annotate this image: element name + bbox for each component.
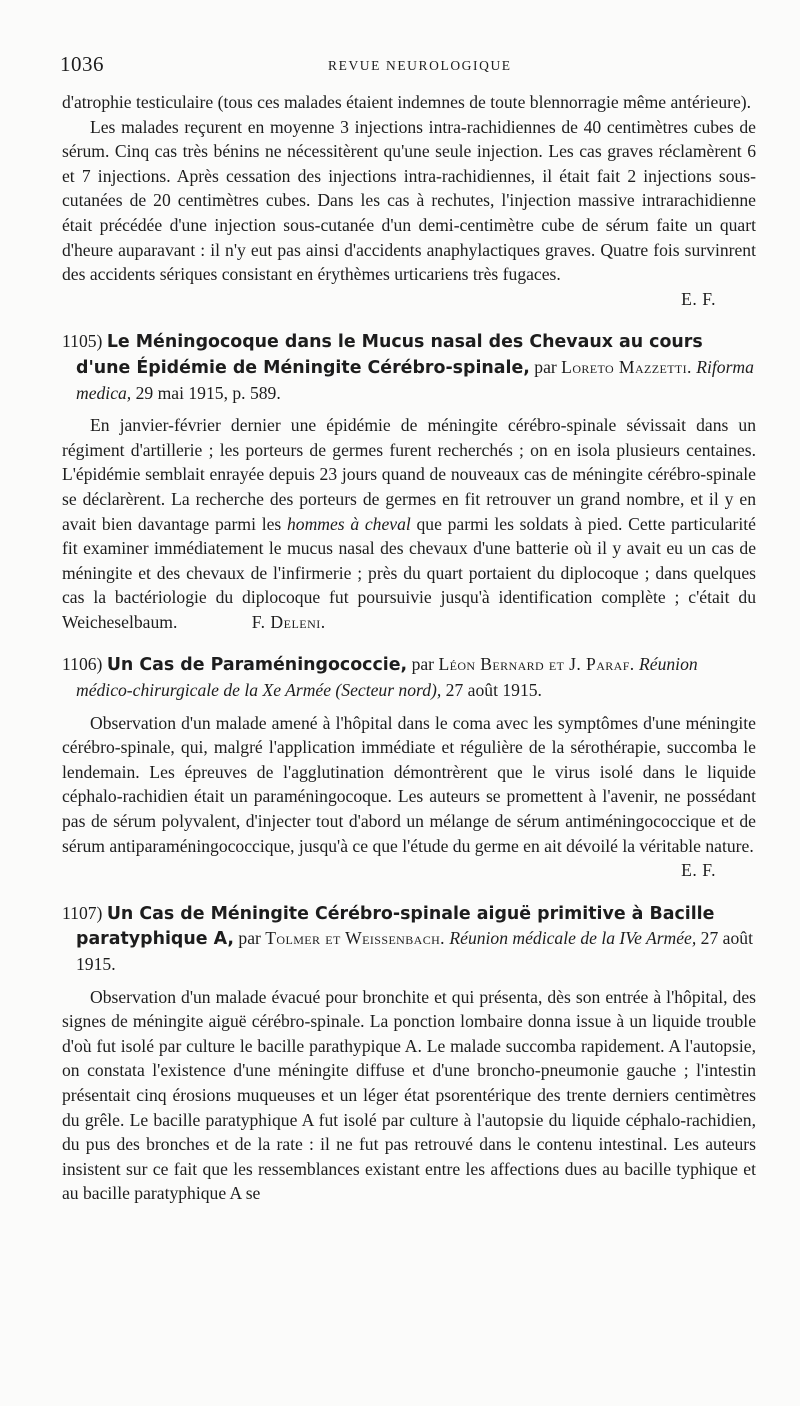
abstract-emphasis: hommes à cheval (286, 513, 411, 534)
article-abstract (62, 985, 756, 1206)
article-source-date: 27 août 1915. (441, 680, 542, 701)
article-signature (62, 858, 756, 883)
article-number: 1107) (62, 902, 103, 923)
page-number: 1036 (60, 52, 104, 76)
intro-paragraph-2: Les malades reçurent en moyenne 3 injections intra-rachidiennes de 40 centimètres cubes de sérum. Cinq cas très bénins ne nécessitèrent qu'une seule injection. Les cas graves réclamèrent 6 et 7 injections. Après cessation des injections intra-rachidiennes, il était fait 2 injections sous-cutanées de 20 centimètres cubes. Dans les cas à rechutes, l'injection massive intrarachidienne était précédée d'une injection sous-cutanée d'un demi-centimètre cube de sérum faite un quart d'heure auparavant : il n'y eut pas ainsi d'accidents anaphylactiques graves. Quatre fois survinrent des accidents sériques consistant en érythèmes urticariens très fugaces. (62, 116, 756, 285)
article-authors: Tolmer et Weissenbach. (265, 928, 445, 949)
par-word: par (407, 654, 439, 675)
article-source: Réunion médicale de la IVe Armée, (449, 928, 697, 949)
article-number: 1105) (62, 331, 103, 352)
article-title: Un Cas de Paraméningococcie, (106, 655, 408, 676)
running-head: REVUE NEUROLOGIQUE (328, 58, 512, 73)
article-source: Riforma medica, (76, 356, 754, 403)
abstract-text: Observation d'un malade amené à l'hôpital dans le coma avec les symptômes d'une méningite cérébro-spinale, qui, malgré l'application immédiate et régulière de la sérothérapie, succomba le lendemain. Les épreuves de l'agglutination démontrèrent que le virus isolé dans le liquide céphalo-rachidien était un paraméningocoque. Les auteurs se promettent à l'avenir, ne possédant pas de sérum polyvalent, d'injecter tout d'abord un mélange de sérum antiméningococcique et de sérum antiparaméningococcique, jusqu'à ce que l'étude du germe en ait dévoilé la véritable nature. (62, 712, 756, 856)
page-body (62, 90, 756, 1206)
article-heading (62, 652, 756, 702)
article-title: Le Méningocoque dans le Mucus nasal des Chevaux au cours d'une Épidémie de Méningite Cérébro-spinale, (76, 332, 703, 378)
abstract-text: En janvier-février dernier une épidémie de méningite cérébro-spinale sévissait dans un régiment d'artillerie ; les porteurs de germes furent recherchés ; on en isola plusieurs centaines. L'épidémie semblait enrayée depuis 23 jours quand de nouveaux cas de méningite cérébro-spinale se déclarèrent. La recherche des porteurs de germes en fit retrouver un grand nombre, et il y en avait bien davantage parmi les (62, 415, 756, 534)
article-source: Réunion médico-chirurgicale de la Xe Armée (Secteur nord), (76, 654, 698, 701)
article-source-date: 29 mai 1915, p. 589. (131, 382, 281, 403)
intro-paragraph-1: d'atrophie testiculaire (tous ces malades étaient indemnes de toute blennorragie même antérieure). (62, 92, 752, 112)
signature: F. Deleni. (251, 611, 326, 632)
par-word: par (529, 356, 562, 377)
article-heading (62, 901, 756, 977)
signature: E. F. (681, 860, 716, 881)
article-source-date: 27 août 1915. (76, 928, 753, 974)
article-authors: Léon Bernard et J. Paraf. (438, 654, 635, 675)
article-title: Un Cas de Méningite Cérébro-spinale aiguë primitive à Bacille paratyphique A, (76, 903, 715, 950)
intro-signature (62, 287, 756, 312)
abstract-text: Observation d'un malade évacué pour bronchite et qui présenta, dès son entrée à l'hôpital, des signes de méningite aiguë cérébro-spinale. La ponction lombaire donna issue à un liquide trouble d'où fut isolé par culture le bacille parathypique A. Le malade succomba rapidement. A l'autopsie, on constata l'existence d'une méningite diffuse et d'une broncho-pneumonie gauche ; l'intestin présentait cinq érosions muqueuses et un léger état psorentérique des trente derniers centimètres du grêle. Le bacille paratyphique A fut isolé par culture à l'autopsie du liquide céphalo-rachidien, du pus des bronches et de la rate : il ne fut pas retrouvé dans le contenu intestinal. Les auteurs insistent sur ce fait que les ressemblances existant entre les affections dues au bacille typhique et au bacille paratyphique A se (62, 986, 756, 1204)
article-number: 1106) (62, 654, 103, 675)
page-header (60, 52, 760, 80)
abstract-text: que parmi les soldats à pied. Cette particularité fit examiner immédiatement le mucus nasal des chevaux d'une batterie où il y avait eu un cas de méningite et des chevaux de l'infirmerie ; près du quart portaient du diplocoque ; dans quelques cas la bactériologie du diplocoque fut poursuivie jusqu'à identification complète ; c'était du Weicheselbaum. (62, 513, 756, 632)
signature: E. F. (681, 288, 716, 309)
article-abstract (62, 413, 756, 634)
article-authors: Loreto Mazzetti. (561, 356, 692, 377)
par-word: par (234, 928, 266, 949)
article-heading (62, 329, 756, 405)
article-abstract (62, 711, 756, 859)
